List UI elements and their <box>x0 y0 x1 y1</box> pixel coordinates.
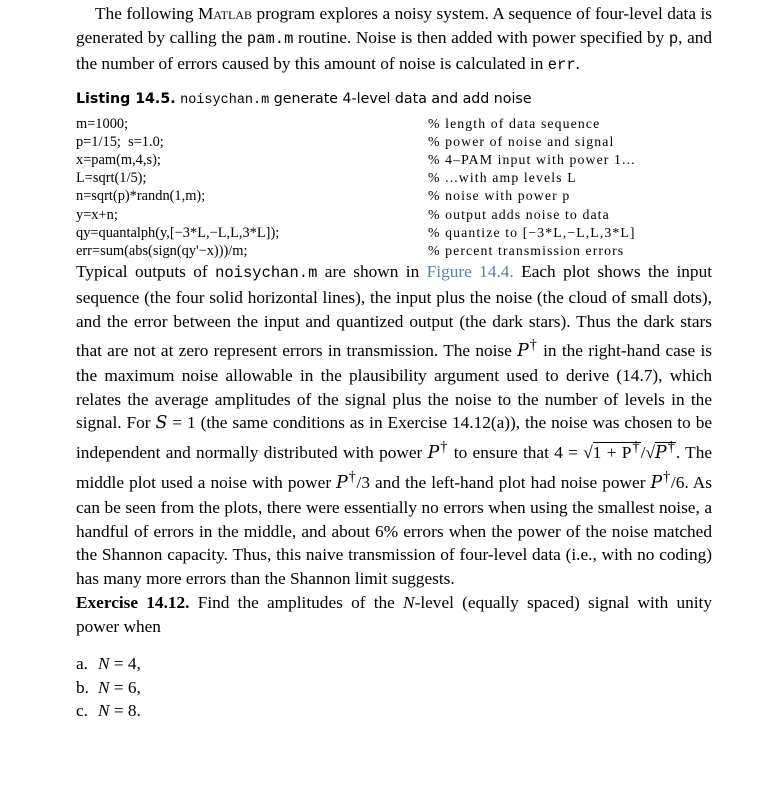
intro-text: , and the number of errors caused by this amount of noise is calculated in <box>76 27 713 73</box>
noise-power-symbol: P <box>336 472 348 493</box>
listing-description: generate 4-level data and add noise <box>273 90 532 107</box>
intro-paragraph <box>76 2 712 78</box>
code-text: qy=quantalph(y,[−3*L,−L,L,3*L]); <box>76 224 280 241</box>
body-text: . The middle plot used a noise with power <box>76 443 713 492</box>
item-label: a. <box>76 654 88 674</box>
body-text: to ensure that 4 = <box>448 443 584 463</box>
code-text: L=sqrt(1/5); <box>76 170 147 187</box>
intro-text: . <box>575 53 580 73</box>
code-comment: % output adds noise to data <box>428 206 610 222</box>
item-text: = 4, <box>109 654 141 674</box>
body-text: Typical outputs of <box>76 262 216 282</box>
code-comment: % quantize to [−3*L,−L,L,3*L] <box>428 224 636 240</box>
code-listing <box>76 115 712 261</box>
code-text: x=pam(m,4,s); <box>76 152 161 169</box>
n-variable: N <box>98 654 110 674</box>
n-variable: N <box>98 701 110 721</box>
code-line <box>76 151 712 169</box>
body-text: Each plot shows the input sequence (the four solid horizontal lines), the input plus the noise (the cloud of small dots), and the error between the input and quantized output (the dark stars). Thus the dark stars that are not at zero represent errors in transmission. The noise <box>76 262 713 360</box>
body-text: = 1 (the same conditions as in Exercise 14.12(a)), the noise was chosen to be independent and normally distributed with power <box>76 413 712 463</box>
sqrt-term: 1 + P† <box>592 439 641 463</box>
p-variable: p <box>668 29 679 48</box>
results-paragraph: Typical outputs of noisychan.m are shown in Figure 14.4. Each plot shows the input sequence (the four solid horizontal lines), the input plus the noise (the cloud of small dots), and the error between the input and quantized output (the dark stars). Thus the dark stars that are not at zero represent errors in transmission. The noise P† in the right-hand case is the maximum noise allowable in the plausibility argument used to derive (14.7), which relates the average amplitudes of the signal plus the noise to the number of levels in the signal. For S = 1 (the same conditions as in Exercise 14.12(a)), the noise was chosen to be independent and normally distributed with power P† to ensure that 4 = √1 + P†/√P†. The middle plot used a noise with power P†/3 and the left-hand plot had noise power P†/6. As can be seen from the plots, there were essentially no errors when using the smallest noise, a handful of errors in the middle, and about 6% errors when the power of the noise matched the Shannon capacity. Thus, this naive transmission of four-level data (i.e., with no coding) has many more errors than the Shannon limit suggests. <box>76 262 713 589</box>
code-comment: % power of noise and signal <box>428 133 615 149</box>
exercise-text: Find the amplitudes of the <box>189 593 404 613</box>
noise-power-symbol: P <box>427 443 440 464</box>
item-text: = 8. <box>109 701 141 721</box>
item-text: = 6, <box>109 677 141 697</box>
body-text: are shown in <box>317 262 427 282</box>
code-comment: % ...with amp levels L <box>428 170 577 186</box>
page <box>76 2 712 723</box>
division-slash: / <box>640 443 646 463</box>
exercise-text: -level (equally spaced) signal with unity power when <box>76 593 712 637</box>
code-line <box>76 187 712 205</box>
code-line <box>76 224 712 242</box>
code-text: m=1000; <box>76 115 129 132</box>
noise-power-symbol: P <box>517 340 529 361</box>
exercise-item <box>76 699 712 723</box>
listing-caption <box>76 90 712 110</box>
body-text: /6. As can be seen from the plots, there were essentially no errors when using the smallest noise, a handful of errors in the middle, and about 6% errors when the power of the noise matched the Shannon capacity. Thus, this naive transmission of four-level data (i.e., with no coding) has many more errors than the Shannon limit suggests. <box>76 472 712 589</box>
item-label: b. <box>76 677 89 697</box>
exercise-item <box>76 676 712 700</box>
exercise-label: Exercise 14.12. <box>76 593 190 613</box>
code-text: p=1/15; s=1.0; <box>76 133 164 150</box>
code-comment: % noise with power p <box>428 188 571 204</box>
code-text: y=x+n; <box>76 206 118 223</box>
intro-text: program explores a noisy system. A sequence of four-level data is generated by calling the <box>76 4 712 47</box>
code-text: err=sum(abs(sign(qy'−x)))/m; <box>76 243 248 260</box>
pam-file-name: pam.m <box>246 29 294 48</box>
body-text: in the right-hand case is the maximum noise allowable in the plausibility argument used to derive (14.7), which relates the average amplitudes of the signal plus the noise to the number of levels in the signal. For <box>76 340 713 433</box>
code-line <box>76 115 712 133</box>
figure-reference-link[interactable]: Figure 14.4. <box>426 262 514 282</box>
item-label: c. <box>76 701 88 721</box>
body-text: /3 and the left-hand plot had noise power <box>356 472 651 492</box>
intro-text: routine. Noise is then added with power specified by <box>293 27 669 47</box>
listing-file: noisychan.m <box>180 92 270 108</box>
code-text: n=sqrt(p)*randn(1,m); <box>76 188 206 205</box>
exercise-statement <box>76 591 712 639</box>
code-line <box>76 242 712 260</box>
err-variable: err <box>547 55 576 74</box>
n-variable: N <box>98 677 110 697</box>
noisychan-file-name: noisychan.m <box>215 264 318 283</box>
matlab-name: Matlab <box>197 4 253 23</box>
sqrt-content: P <box>654 443 667 464</box>
code-comment: % length of data sequence <box>428 115 601 131</box>
sqrt-content: 1 + P <box>592 443 632 463</box>
exercise-items <box>76 652 712 723</box>
code-comment: % 4–PAM input with power 1... <box>428 152 636 168</box>
code-line <box>76 133 712 151</box>
intro-text: The following <box>95 4 198 23</box>
signal-power-symbol: S <box>155 413 168 434</box>
n-variable: N <box>403 593 415 613</box>
noise-power-symbol: P <box>650 472 663 493</box>
code-line <box>76 169 712 187</box>
listing-label: Listing 14.5. <box>76 90 176 107</box>
exercise-item <box>76 652 712 676</box>
code-comment: % percent transmission errors <box>428 243 625 259</box>
sqrt-term: P† <box>654 439 676 464</box>
code-line <box>76 206 712 224</box>
